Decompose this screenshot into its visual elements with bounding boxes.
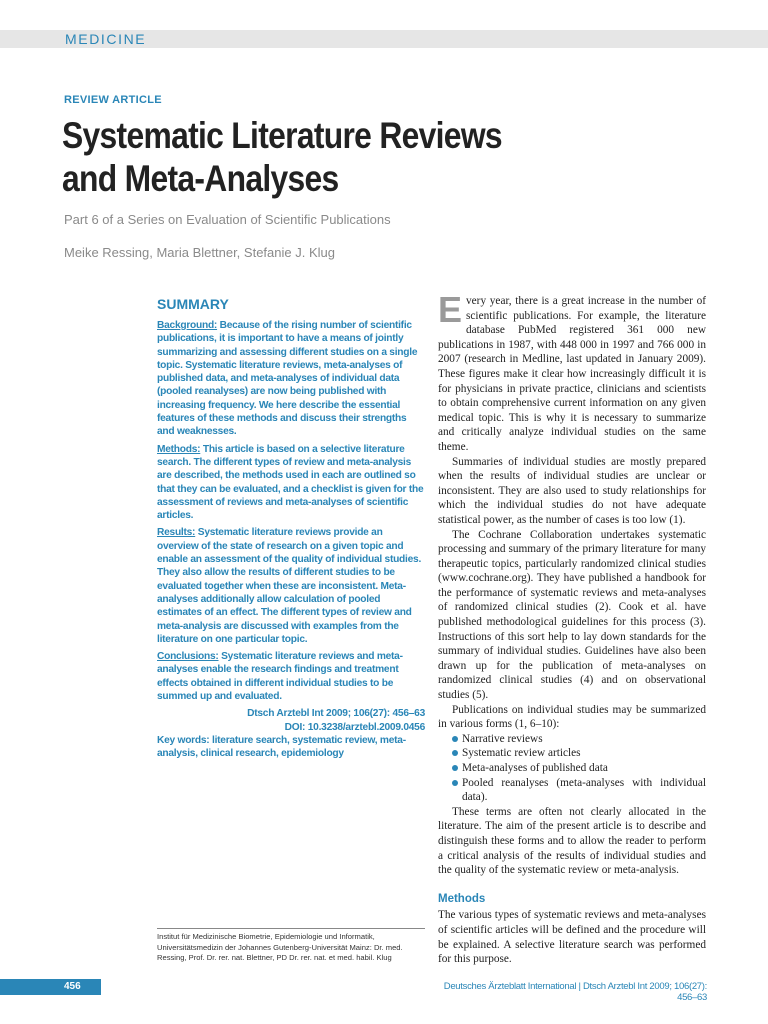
list-item-text: Systematic review articles [462,747,581,760]
body-paragraph: Publications on individual studies may be summarized in various forms (1, 6–10): [438,703,706,731]
summary-heading: SUMMARY [157,296,229,312]
summary-background [157,319,425,439]
forms-list [438,732,706,805]
page-number-box [0,979,101,995]
journal-footer: Deutsches Ärzteblatt International | Dtsch Arztebl Int 2009; 106(27): 456–63 [443,981,707,1003]
bullet-icon [452,736,458,742]
summary-results [157,526,425,646]
body-paragraph: Summaries of individual studies are mostly prepared when the results of individual studies are unclear or inconsistent. They are also used to study relationships for which the individual studies do not have adequate statistical power, as the number of cases is too low (1). [438,455,706,526]
summary-label: Results: [157,527,196,539]
affiliation-footnote: Institut für Medizinische Biometrie, Epidemiologie und Informatik, Universitätsmedizin der Johannes Gutenberg-Universität Mainz: Dr. med. Ressing, Prof. Dr. rer. nat. Blettner, PD Dr. rer. nat. et med. habil. Klug [157,928,425,964]
citation: Dtsch Arztebl Int 2009; 106(27): 456–63 [247,708,425,720]
intro-paragraph [438,289,706,455]
bullet-icon [452,765,458,771]
article-type: REVIEW ARTICLE [64,94,162,106]
article-title: Systematic Literature Reviews and Meta-Analyses [62,115,502,199]
list-item-text: Pooled reanalyses (meta-analyses with individual data). [462,776,706,804]
summary-box [157,296,425,765]
list-item [452,776,706,805]
article-authors: Meike Ressing, Maria Blettner, Stefanie J. Klug [64,245,335,260]
summary-text: Because of the rising number of scientific publications, it is important to have a means of jointly summarizing and assessing different studies on a single topic. Systematic literature reviews, meta-analyses of published data, and meta-analyses of individual data (pooled reanalyses) are now being published with increasing frequency. We here describe the essential features of these methods and discuss their strengths and weaknesses. [157,320,418,438]
summary-conclusions [157,650,425,703]
body-paragraph: These terms are often not clearly allocated in the literature. The aim of the present article is to describe and distinguish these forms and to allow the reader to perform a critical analysis of the results of individual studies and the quality of the systematic review or meta-analysis. [438,805,706,877]
article-subtitle: Part 6 of a Series on Evaluation of Scientific Publications [64,212,391,227]
list-item-text: Narrative reviews [462,732,543,745]
list-item [452,746,706,761]
list-item [452,732,706,747]
summary-label: Methods: [157,443,201,455]
body-paragraph: The various types of systematic reviews and meta-analyses of scientific articles will be defined and the procedure will be explained. A selective literature search was performed for this purpose. [438,909,706,966]
bullet-icon [452,750,458,756]
summary-text: Systematic literature reviews and meta-analyses enable the research findings and treatment effects obtained in different individual studies to be summed up and evaluated. [157,651,403,703]
drop-cap: E [438,289,463,330]
doi-link[interactable]: DOI: 10.3238/arztebl.2009.0456 [284,721,425,733]
keywords: Key words: literature search, systematic review, meta-analysis, clinical research, epidemiology [157,734,406,760]
page-number: 456 [64,981,81,992]
body-column [438,289,706,967]
summary-label: Conclusions: [157,651,219,663]
summary-text: This article is based on a selective literature search. The different types of review and meta-analysis are described, the methods used in each are outlined so that they can be evaluated, and a checklist is given for the assessment of reviews and meta-analyses of scientific articles. [157,443,424,522]
body-paragraph: The Cochrane Collaboration undertakes systematic processing and summary of the primary literature for many therapeutic topics, particularly randomized clinical studies (www.cochrane.org). They have published a handbook for the performance of systematic reviews and meta-analyses of randomized clinical studies (2). Cook et al. have published methodological guidelines for this process (3). Instructions of this sort help to lay down standards for the summary of individual studies. Guidelines have also been drawn up for the publication of meta-analyses on randomized clinical studies (4) and on observational studies (5). [438,528,706,702]
summary-text: Systematic literature reviews provide an overview of the state of research on a given topic and enable an assessment of the quality of individual studies. They also allow the results of different studies to be evaluated together when these are inconsistent. Meta-analyses additionally allow calculation of pooled estimates of an effect. The different types of review and meta-analysis are discussed with examples from the literature on one particular topic. [157,527,422,645]
summary-label: Background: [157,320,218,331]
section-label: MEDICINE [65,31,147,47]
intro-text: very year, there is a great increase in the number of scientific publications. For example, the literature database PubMed registered 361 000 new publications in 1987, with 448 000 in 1997 and 766 000 in 2007 (research in Medline, last updated in January 2009). These figures make it clear how increasingly difficult it is for physicians in private practice, clinicians and scientists to obtain comprehensive current information on any given medical topic. This is why it is necessary to summarize and critically analyze individual studies on the same theme. [438,295,706,453]
list-item-text: Meta-analyses of published data [462,762,608,774]
methods-heading: Methods [438,892,486,905]
bullet-icon [452,780,458,786]
citation-block [157,707,425,734]
summary-methods [157,443,425,523]
list-item [452,761,706,776]
